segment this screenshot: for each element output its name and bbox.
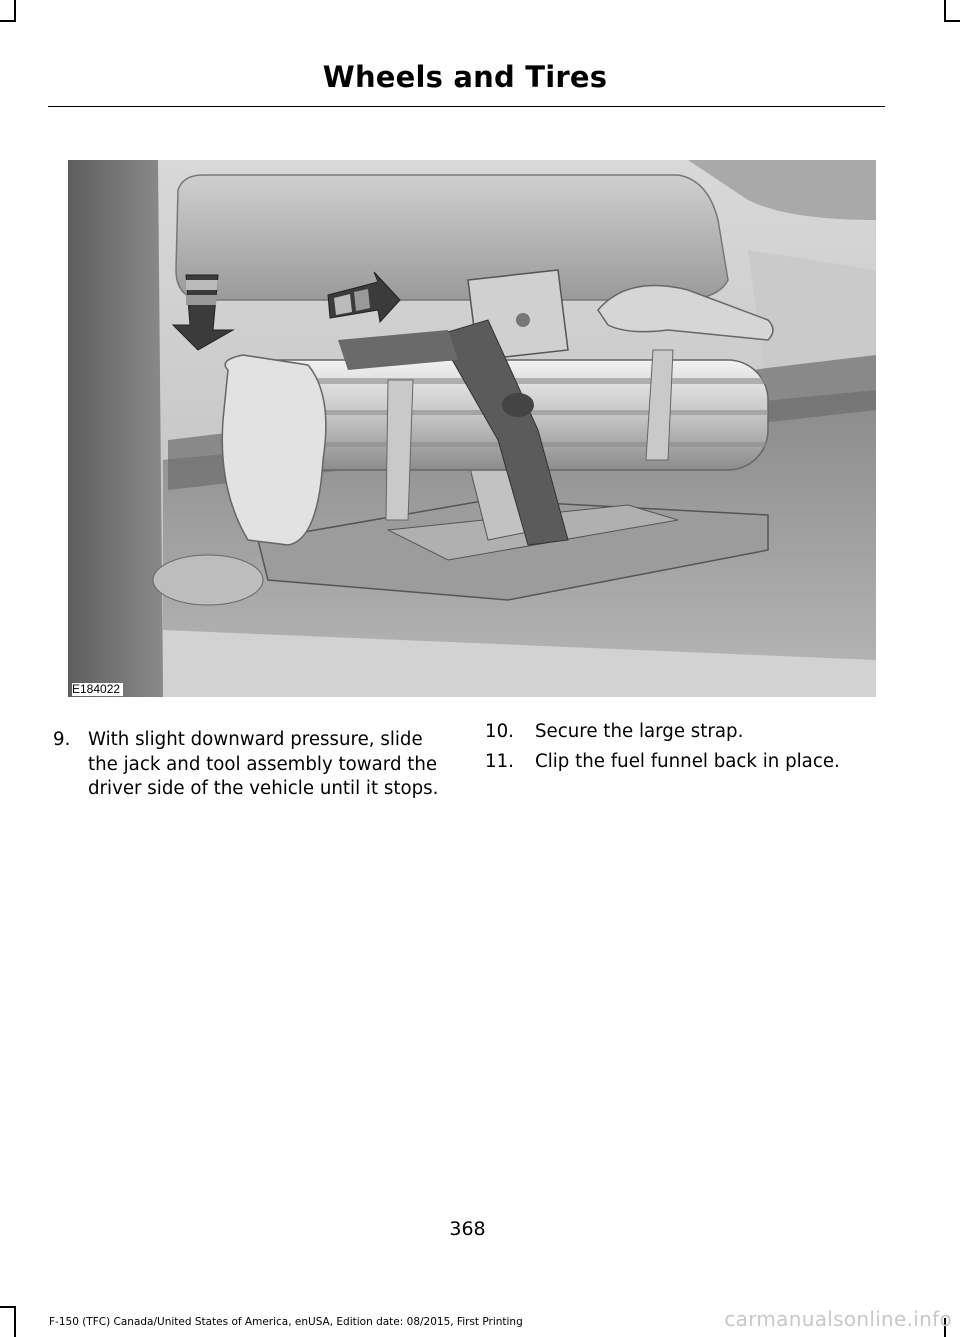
watermark: carmanualsonline.info xyxy=(724,1307,952,1331)
step-number: 10. xyxy=(485,721,514,742)
illustration-svg xyxy=(68,160,876,697)
step-text: Secure the large strap. xyxy=(535,721,744,742)
step-item-9 xyxy=(53,728,453,802)
step-text: With slight downward pressure, slide the jack and tool assembly toward the driver side of the vehicle until it stops. xyxy=(88,729,439,799)
crop-mark-top-left-v xyxy=(14,0,16,22)
step-number: 9. xyxy=(53,729,71,750)
header-divider xyxy=(48,106,885,107)
crop-mark-top-right-h xyxy=(944,20,960,22)
step-number: 11. xyxy=(485,751,514,772)
page-number: 368 xyxy=(449,1218,486,1240)
crop-mark-top-right-v xyxy=(944,0,946,22)
step-item-11 xyxy=(485,750,885,775)
footer-edition: F-150 (TFC) Canada/United States of America, enUSA, Edition date: 08/2015, First Printing xyxy=(49,1316,523,1328)
page-title: Wheels and Tires xyxy=(322,60,608,94)
crop-mark-bottom-left-v xyxy=(14,1306,16,1337)
illustration-jack-assembly xyxy=(68,160,876,697)
step-text: Clip the fuel funnel back in place. xyxy=(535,751,840,772)
crop-mark-top-left-h xyxy=(0,20,16,22)
step-item-10 xyxy=(485,720,885,745)
crop-mark-bottom-left-h xyxy=(0,1306,16,1308)
figure-id: E184022 xyxy=(72,683,123,696)
